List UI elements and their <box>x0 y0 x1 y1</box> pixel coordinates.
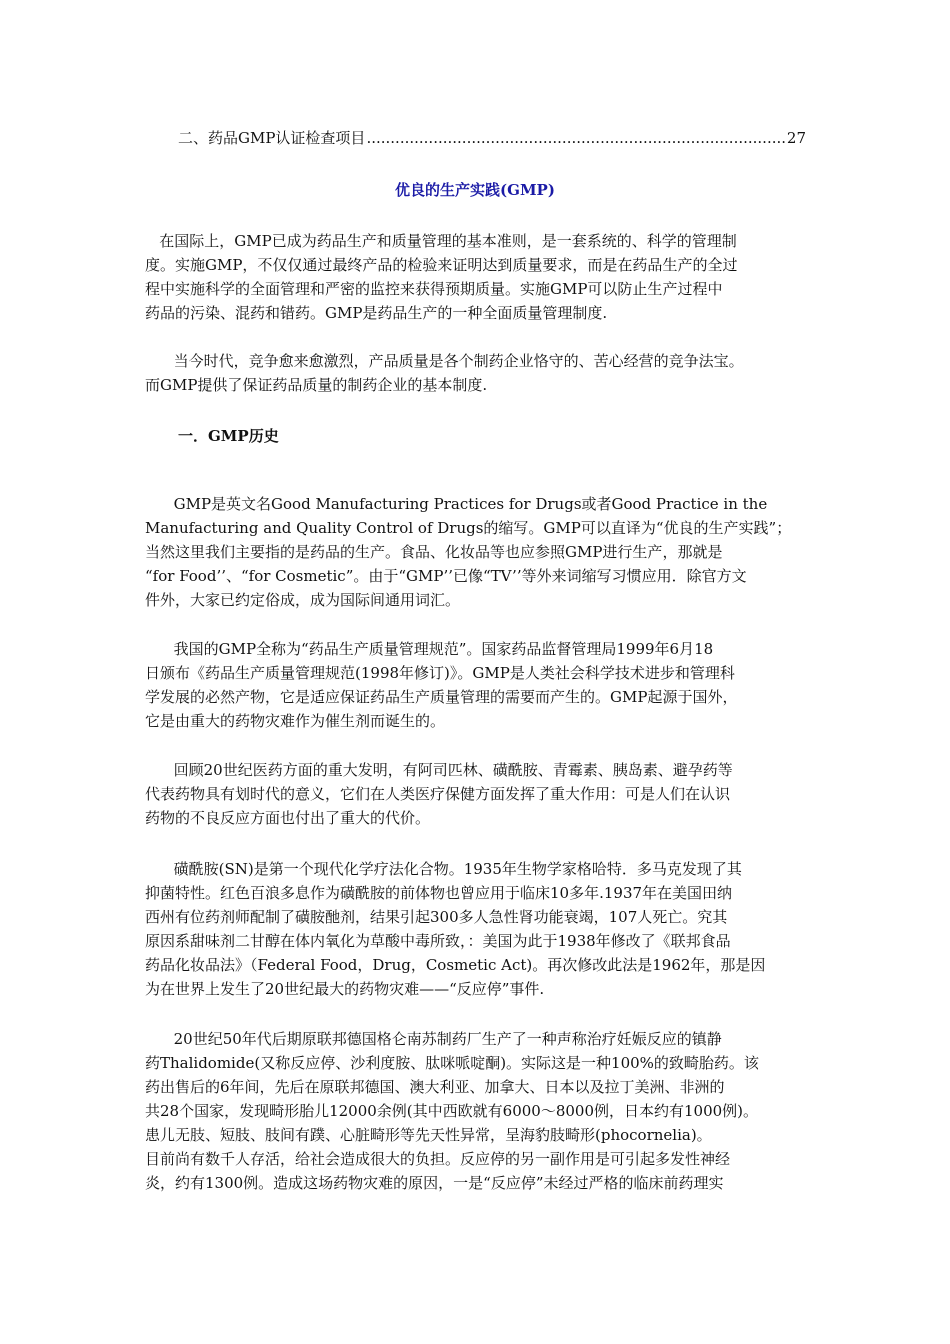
paragraph-line: 度。实施GMP，不仅仅通过最终产品的检验来证明达到质量要求，而是在药品生产的全过 <box>145 256 738 274</box>
paragraph-line: 在国际上，GMP已成为药品生产和质量管理的基本准则，是一套系统的、科学的管理制 <box>145 232 737 250</box>
paragraph-china-gmp <box>145 637 808 733</box>
paragraph-line: 当然这里我们主要指的是药品的生产。食品、化妆品等也应参照GMP进行生产，那就是 <box>145 543 723 561</box>
paragraph-line: 药品化妆品法》（Federal Food，Drug，Cosmetic Act)。再次修改此法是1962年，那是因 <box>145 956 766 974</box>
toc-entry[interactable] <box>178 127 806 149</box>
paragraph-gmp-definition <box>145 492 808 612</box>
paragraph-sulfonamide <box>145 857 808 1001</box>
paragraph-intro <box>145 229 808 325</box>
paragraph-line: Manufacturing and Quality Control of Drugs的缩写。GMP可以直译为“优良的生产实践”； <box>145 519 792 537</box>
paragraph-line: 而GMP提供了保证药品质量的制药企业的基本制度. <box>145 376 488 394</box>
paragraph-line: 原因系甜味剂二甘醇在体内氧化为草酸中毒所致，：美国为此于1938年修改了《联邦食品 <box>145 932 731 950</box>
paragraph-line: 炎，约有1300例。造成这场药物灾难的原因，一是“反应停”未经过严格的临床前药理实 <box>145 1174 724 1192</box>
document-title: 优良的生产实践(GMP) <box>395 181 555 199</box>
toc-entry-label: 二、药品GMP认证检查项目 <box>178 129 366 147</box>
paragraph-line: 代表药物具有划时代的意义，它们在人类医疗保健方面发挥了重大作用：可是人们在认识 <box>145 785 731 803</box>
paragraph-line: GMP是英文名Good Manufacturing Practices for Drugs或者Good Practice in the <box>145 495 768 513</box>
paragraph-line: 程中实施科学的全面管理和严密的监控来获得预期质量。实施GMP可以防止生产过程中 <box>145 280 723 298</box>
paragraph-line: 我国的GMP全称为“药品生产质量管理规范”。国家药品监督管理局1999年6月18 <box>145 640 714 658</box>
paragraph-line: 西州有位药剂师配制了磺胺酏剂，结果引起300多人急性肾功能衰竭，107人死亡。究其 <box>145 908 728 926</box>
paragraph-line: 日颁布《药品生产质量管理规范(1998年修订)》。GMP是人类社会科学技术进步和管理科 <box>145 664 735 682</box>
paragraph-thalidomide <box>145 1027 808 1195</box>
paragraph-line: 药物的不良反应方面也付出了重大的代价。 <box>145 809 431 827</box>
section-heading-gmp-history: 一．GMP历史 <box>178 427 279 445</box>
paragraph-line: 件外，大家已约定俗成，成为国际间通用词汇。 <box>145 591 461 609</box>
paragraph-20th-century-inventions <box>145 758 808 830</box>
paragraph-line: 回顾20世纪医药方面的重大发明，有阿司匹林、磺酰胺、青霉素、胰岛素、避孕药等 <box>145 761 733 779</box>
paragraph-line: 患儿无肢、短肢、肢间有蹼、心脏畸形等先天性异常，呈海豹肢畸形(phocornelia)。 <box>145 1126 712 1144</box>
paragraph-line: 药品的污染、混药和错药。GMP是药品生产的一种全面质量管理制度. <box>145 304 608 322</box>
paragraph-line: 共28个国家，发现畸形胎儿12000余例(其中西欧就有6000～8000例，日本约有1000例)。 <box>145 1102 759 1120</box>
paragraph-line: 药Thalidomide(又称反应停、沙利度胺、肽咪哌啶酮)。实际这是一种100%的致畸胎药。该 <box>145 1054 759 1072</box>
paragraph-line: 目前尚有数千人存活，给社会造成很大的负担。反应停的另一副作用是可引起多发性神经 <box>145 1150 731 1168</box>
toc-leader-dots <box>366 127 785 149</box>
paragraph-line: “for Food’’、“for Cosmetic”。由于“GMP’’已像“TV’’等外来词缩写习惯应用．除官方文 <box>145 567 747 585</box>
paragraph-line: 药出售后的6年间，先后在原联邦德国、澳大利亚、加拿大、日本以及拉丁美洲、非洲的 <box>145 1078 725 1096</box>
paragraph-line: 当今时代，竞争愈来愈激烈，产品质量是各个制药企业恪守的、苦心经营的竞争法宝。 <box>145 352 744 370</box>
paragraph-line: 抑菌特性。红色百浪多息作为磺酰胺的前体物也曾应用于临床10多年.1937年在美国田纳 <box>145 884 733 902</box>
paragraph-line: 学发展的必然产物，它是适应保证药品生产质量管理的需要而产生的。GMP起源于国外， <box>145 688 738 706</box>
toc-entry-page: 27 <box>786 129 806 147</box>
paragraph-line: 它是由重大的药物灾难作为催生剂而诞生的。 <box>145 712 446 730</box>
paragraph-competition <box>145 349 808 397</box>
paragraph-line: 20世纪50年代后期原联邦德国格仑南苏制药厂生产了一种声称治疗妊娠反应的镇静 <box>145 1030 722 1048</box>
paragraph-line: 磺酰胺(SN)是第一个现代化学疗法化合物。1935年生物学家格哈特．多马克发现了其 <box>145 860 742 878</box>
paragraph-line: 为在世界上发生了20世纪最大的药物灾难——“反应停”事件. <box>145 980 545 998</box>
